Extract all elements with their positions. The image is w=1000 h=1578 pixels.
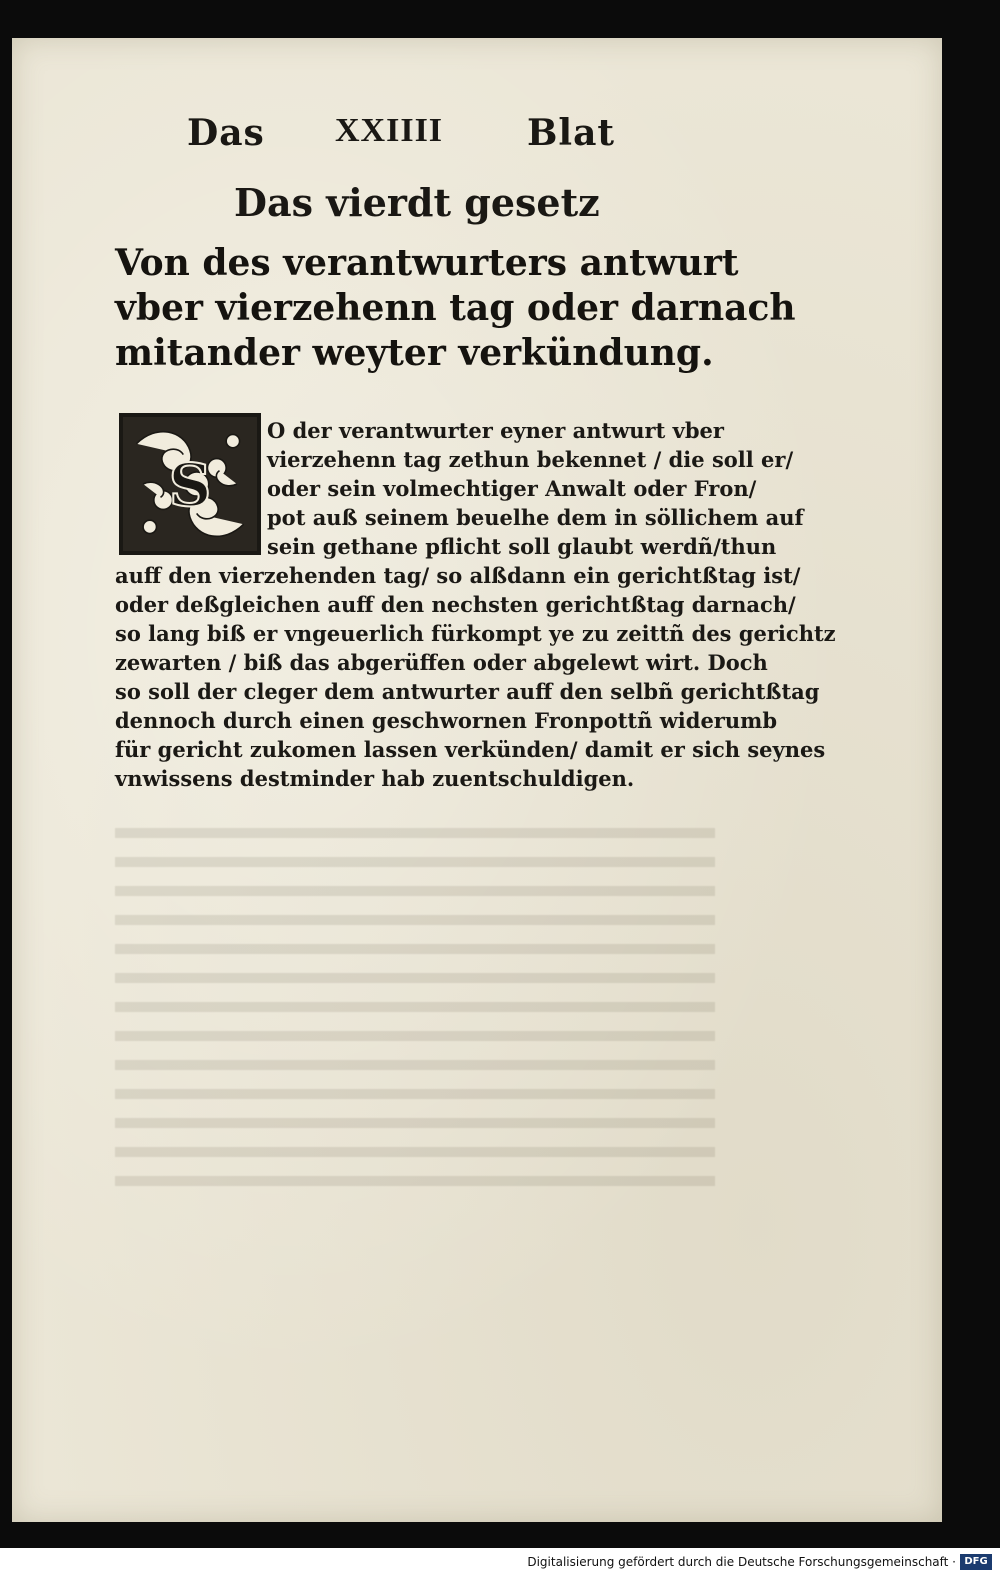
header-blat: Blat xyxy=(527,112,616,154)
text-line: oder deßgleichen auff den nechsten gerichtßtag darnach/ xyxy=(115,592,796,617)
law-title: Das vierdt gesetz xyxy=(234,180,600,225)
text-line: vnwissens destminder hab zuentschuldigen. xyxy=(115,766,635,791)
funding-credit: Digitalisierung gefördert durch die Deutsche Forschungsgemeinschaft · xyxy=(527,1555,956,1569)
text-line: dennoch durch einen geschwornen Fronpottñ widerumb xyxy=(115,708,778,733)
section-heading-line: vber vierzehenn tag oder darnach xyxy=(115,287,796,329)
text-line: zewarten / biß das abgerüffen oder abgelewt wirt. Doch xyxy=(115,650,768,675)
header-das: Das xyxy=(187,112,265,154)
section-heading xyxy=(115,241,796,376)
text-line: pot auß seinem beuelhe dem in söllichem auf xyxy=(267,505,804,530)
footer-bar xyxy=(0,1548,1000,1578)
body-paragraph xyxy=(115,416,836,793)
text-line: sein gethane pflicht soll glaubt werdñ/thun xyxy=(267,534,777,559)
text-line: so lang biß er vngeuerlich fürkompt ye zu zeittñ des gerichtz xyxy=(115,621,836,646)
show-through-text xyxy=(115,828,715,1188)
section-heading-line: mitander weyter verkündung. xyxy=(115,332,714,374)
text-line: O der verantwurter eyner antwurt vber xyxy=(267,418,724,443)
text-line: für gericht zukomen lassen verkünden/ damit er sich seynes xyxy=(115,737,826,762)
text-line: so soll der cleger dem antwurter auff den selbñ gerichtßtag xyxy=(115,679,820,704)
initial-letter: S xyxy=(168,450,212,520)
text-line: oder sein volmechtiger Anwalt oder Fron/ xyxy=(267,476,757,501)
dfg-logo-icon: DFG xyxy=(960,1554,992,1570)
text-line: auff den vierzehenden tag/ so alßdann ein gerichtßtag ist/ xyxy=(115,563,801,588)
section-heading-line: Von des verantwurters antwurt xyxy=(115,242,739,284)
book-page xyxy=(12,38,942,1522)
text-line: vierzehenn tag zethun bekennet / die soll er/ xyxy=(267,447,794,472)
folio-number: XXIIII xyxy=(335,112,444,149)
running-header xyxy=(187,112,647,162)
